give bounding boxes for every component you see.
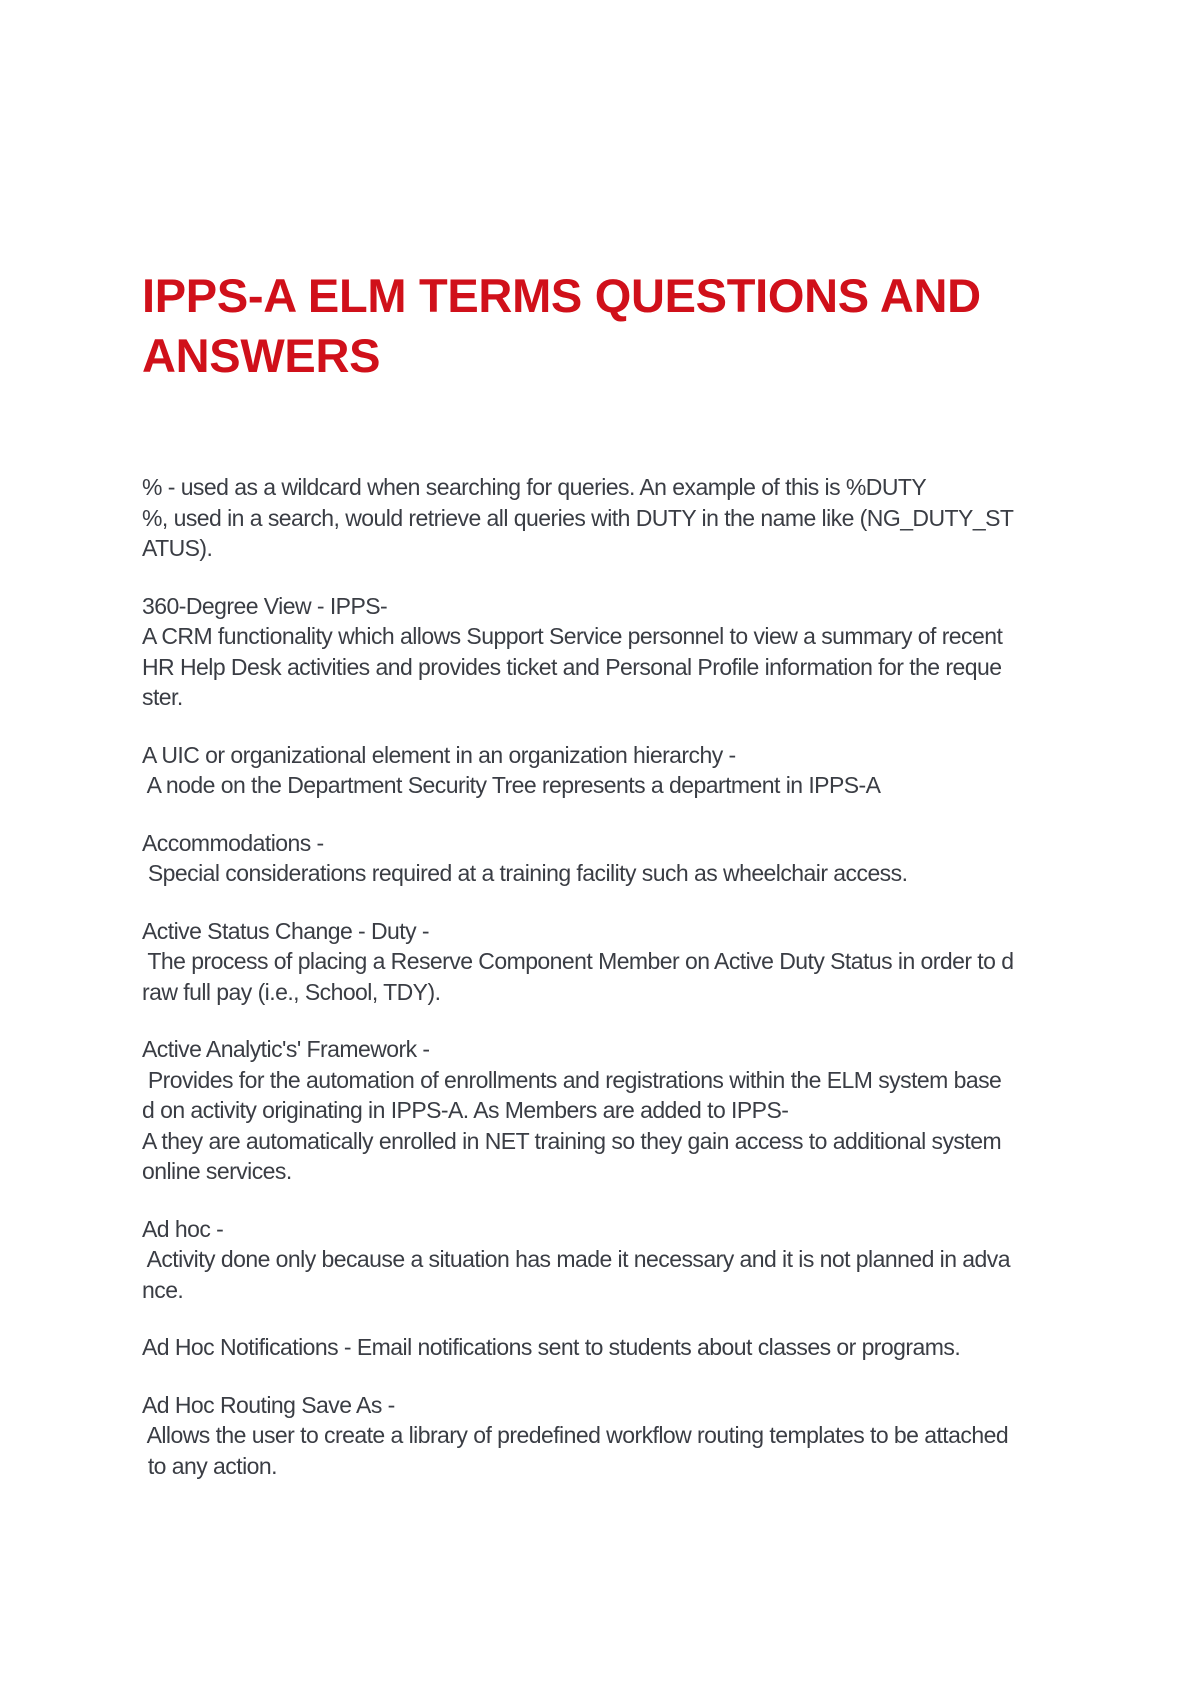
- entry-line: Ad Hoc Routing Save As -: [142, 1391, 395, 1418]
- entry-line: raw full pay (i.e., School, TDY).: [142, 978, 441, 1005]
- entry-line: 360-Degree View - IPPS-: [142, 592, 388, 619]
- title-line: ANSWERS: [142, 329, 381, 382]
- entry-line: Ad hoc -: [142, 1215, 224, 1242]
- document-title: [142, 266, 1062, 386]
- glossary-entry: [142, 1214, 1067, 1306]
- entry-line: ATUS).: [142, 535, 213, 561]
- entry-line: HR Help Desk activities and provides ticket and Personal Profile information for the reque: [142, 653, 1002, 680]
- glossary-entry: [142, 740, 1067, 801]
- entry-line: d on activity originating in IPPS-A. As Members are added to IPPS-: [142, 1097, 789, 1123]
- entry-line: to any action.: [142, 1452, 277, 1479]
- entry-line: nce.: [142, 1276, 184, 1303]
- entry-line: Activity done only because a situation has made it necessary and it is not planned in adva: [142, 1246, 1010, 1272]
- entry-line: A UIC or organizational element in an organization hierarchy -: [142, 741, 736, 768]
- glossary-entry: [142, 1034, 1067, 1187]
- glossary-entry: [142, 916, 1067, 1008]
- entry-line: Active Analytic's' Framework -: [142, 1036, 430, 1062]
- title-line: IPPS-A ELM TERMS QUESTIONS AND: [142, 269, 981, 322]
- entry-line: Active Status Change - Duty -: [142, 917, 430, 944]
- glossary-entry: [142, 828, 1067, 889]
- entry-line: Ad Hoc Notifications - Email notifications sent to students about classes or programs.: [142, 1334, 961, 1360]
- entry-line: A they are automatically enrolled in NET training so they gain access to additional system: [142, 1127, 1002, 1154]
- glossary-entry: [142, 472, 1067, 564]
- entry-line: The process of placing a Reserve Component Member on Active Duty Status in order to d: [142, 948, 1014, 974]
- glossary-list: [142, 472, 1067, 1508]
- glossary-entry: [142, 591, 1067, 713]
- entry-line: Provides for the automation of enrollments and registrations within the ELM system base: [142, 1066, 1002, 1093]
- entry-line: A node on the Department Security Tree represents a department in IPPS-A: [142, 772, 881, 798]
- entry-line: Allows the user to create a library of predefined workflow routing templates to be attached: [142, 1422, 1009, 1448]
- entry-line: %, used in a search, would retrieve all queries with DUTY in the name like (NG_DUTY_ST: [142, 504, 1014, 531]
- entry-line: ster.: [142, 684, 183, 710]
- entry-line: Special considerations required at a training facility such as wheelchair access.: [142, 860, 908, 886]
- glossary-entry: [142, 1390, 1067, 1482]
- entry-line: online services.: [142, 1158, 292, 1184]
- entry-line: A CRM functionality which allows Support Service personnel to view a summary of recent: [142, 623, 1003, 649]
- glossary-entry: [142, 1332, 1067, 1363]
- entry-line: Accommodations -: [142, 829, 324, 856]
- entry-line: % - used as a wildcard when searching for queries. An example of this is %DUTY: [142, 474, 927, 500]
